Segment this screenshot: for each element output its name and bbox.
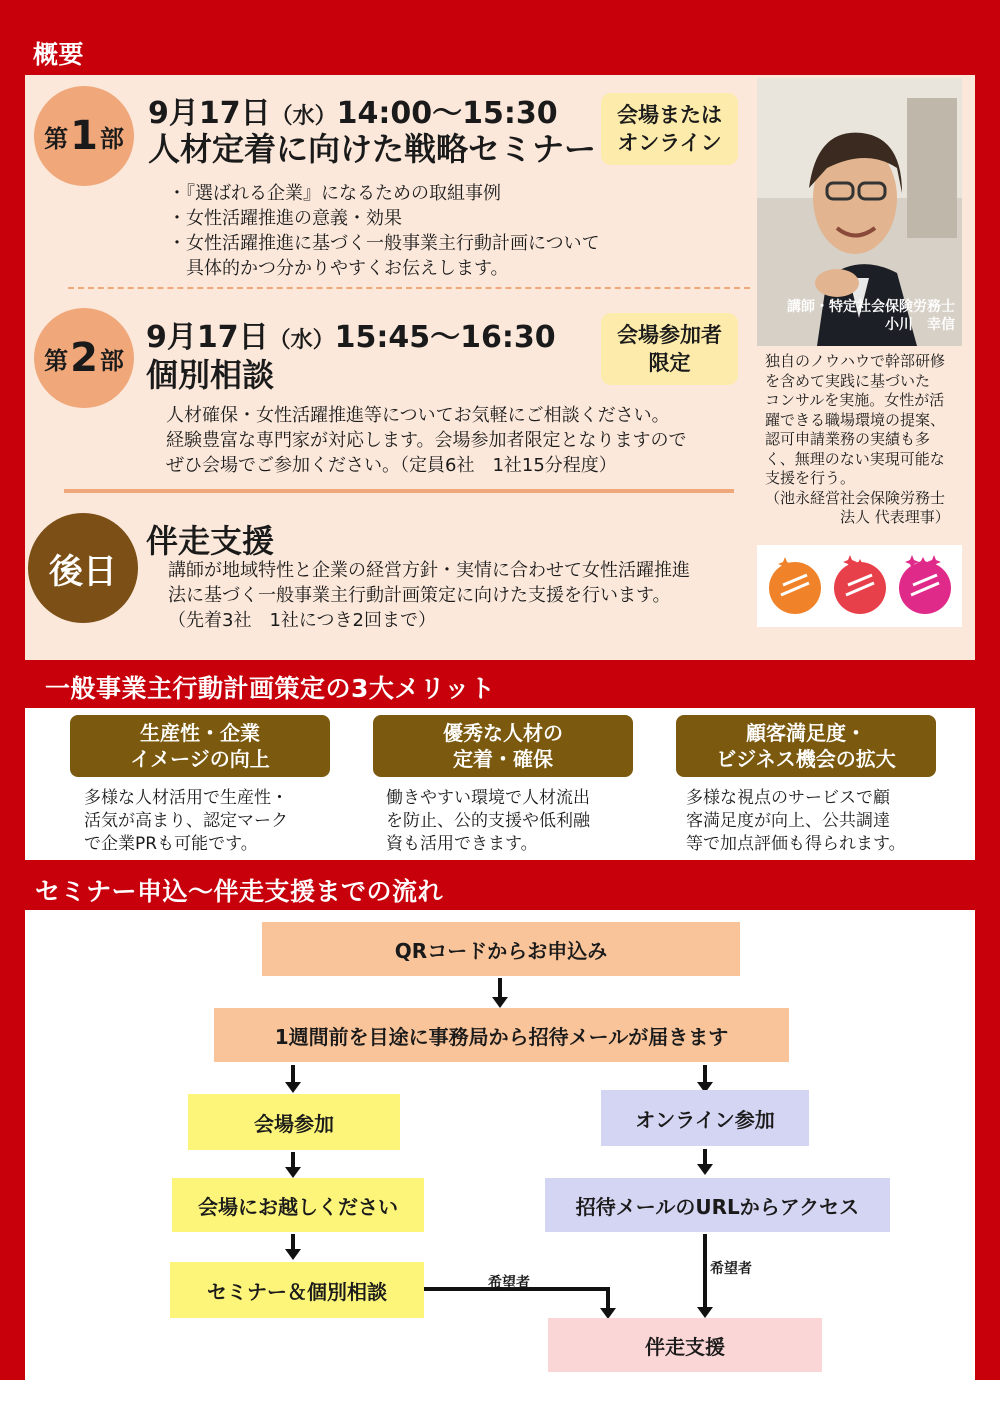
merit-2-heading-line2: 定着・確保 <box>453 747 553 771</box>
part2-badge-prefix: 第 <box>44 346 69 375</box>
merit-1-heading-line1: 生産性・企業 <box>140 721 260 745</box>
flow-arrow-down-icon <box>703 1065 707 1083</box>
flow-venue-seminar: セミナー＆個別相談 <box>170 1262 424 1318</box>
merit-2-text: 働きやすい環境で人材流出 を防止、公的支援や低利融 資も活用できます。 <box>386 788 590 854</box>
flow-venue-join: 会場参加 <box>188 1094 400 1150</box>
flow-venue-come: 会場にお越しください <box>172 1178 424 1232</box>
part2-badge-number: 2 <box>70 335 98 381</box>
later-description: 講師が地域特性と企業の経営方針・実情に合わせて女性活躍推進 法に基づく一般事業主行動計画策定に向けた支援を行います。 （先着3社 1社につき2回まで） <box>168 560 690 631</box>
part2-badge <box>34 308 134 408</box>
part1-date-day: 9月17日 <box>148 96 271 131</box>
merit-3-text: 多様な視点のサービスで顧 客満足度が向上、公共調達 等で加点評価も得られます。 <box>686 788 906 854</box>
certification-logos <box>757 545 962 627</box>
part1-title: 人材定着に向けた戦略セミナー <box>148 130 597 168</box>
flow-arrow-down-icon <box>498 978 502 998</box>
speaker-bio: 独自のノウハウで幹部研修 を含めて実践に基づいた コンサルを実施。女性が活 躍できる職場環境の提案、 認可申請業務の実績も多 く、無理のない実現可能な 支援を行う。 （池永経営社会保険労務士 法人 代表理事） <box>765 352 950 526</box>
part2-venue-badge: 会場参加者 限定 <box>601 313 738 385</box>
merit-3-heading-line1: 顧客満足度・ <box>746 721 866 745</box>
merit-3-heading-line2: ビジネス機会の拡大 <box>716 747 896 771</box>
flow-hope-label-left: 希望者 <box>488 1275 530 1291</box>
part1-badge <box>34 86 134 186</box>
part1-date-time: 14:00～15:30 <box>336 96 558 131</box>
dashed-divider <box>68 287 750 289</box>
later-badge: 後日 <box>28 513 138 623</box>
overview-section-title: 概要 <box>33 40 85 69</box>
later-title: 伴走支援 <box>146 522 275 560</box>
part1-badge-suffix: 部 <box>99 124 124 153</box>
part1-badge-prefix: 第 <box>44 124 69 153</box>
merit-1-heading <box>70 715 330 777</box>
part1-badge-number: 1 <box>70 113 98 159</box>
flow-step-qr: QRコードからお申込み <box>262 922 740 976</box>
part2-title: 個別相談 <box>146 356 275 394</box>
part2-date-day: 9月17日 <box>146 320 269 355</box>
merit-1-heading-line2: イメージの向上 <box>130 747 270 771</box>
part2-badge-suffix: 部 <box>99 346 124 375</box>
merit-1-text: 多様な人材活用で生産性・ 活気が高まり、認定マーク で企業PRも可能です。 <box>84 788 288 854</box>
flow-arrow-down-icon <box>291 1065 295 1083</box>
flow-online-join: オンライン参加 <box>601 1090 809 1146</box>
flow-arrow-down-icon <box>606 1287 610 1309</box>
flow-step-mail: 1週間前を目途に事務局から招待メールが届きます <box>214 1008 789 1062</box>
flow-online-access: 招待メールのURLからアクセス <box>545 1178 890 1232</box>
merits-section-title: 一般事業主行動計画策定の3大メリット <box>45 674 496 703</box>
part2-date-time: 15:45～16:30 <box>334 320 556 355</box>
flow-arrow-down-icon <box>703 1149 707 1165</box>
part1-description: ・『選ばれる企業』になるための取組事例 ・女性活躍推進の意義・効果 ・女性活躍推進に基づく一般事業主行動計画について 具体的かつ分かりやすくお伝えします。 <box>168 183 600 279</box>
bottom-margin <box>0 1380 1000 1415</box>
flow-support: 伴走支援 <box>548 1318 822 1372</box>
part1-date-dow: （水） <box>270 104 337 129</box>
flow-hope-label-right: 希望者 <box>710 1261 752 1277</box>
flow-arrow-down-icon <box>703 1234 707 1308</box>
merit-2-heading-line1: 優秀な人材の <box>443 721 563 745</box>
merit-3-heading <box>676 715 936 777</box>
flow-arrow-down-icon <box>291 1234 295 1250</box>
flow-section-title: セミナー申込～伴走支援までの流れ <box>35 877 444 906</box>
merit-2-heading <box>373 715 633 777</box>
eruboshi-marks-icon <box>757 545 962 627</box>
solid-divider <box>64 489 734 493</box>
flow-arrow-down-icon <box>291 1152 295 1168</box>
part1-venue-badge: 会場または オンライン <box>601 93 738 165</box>
speaker-caption: 講師・特定社会保険労務士 小川 幸信 <box>787 299 955 333</box>
part2-date-dow: （水） <box>268 328 335 353</box>
part2-description: 人材確保・女性活躍推進等についてお気軽にご相談ください。 経験豊富な専門家が対応します。会場参加者限定となりますので ぜひ会場でご参加ください。（定員6社 1社15分程度） <box>166 405 687 476</box>
